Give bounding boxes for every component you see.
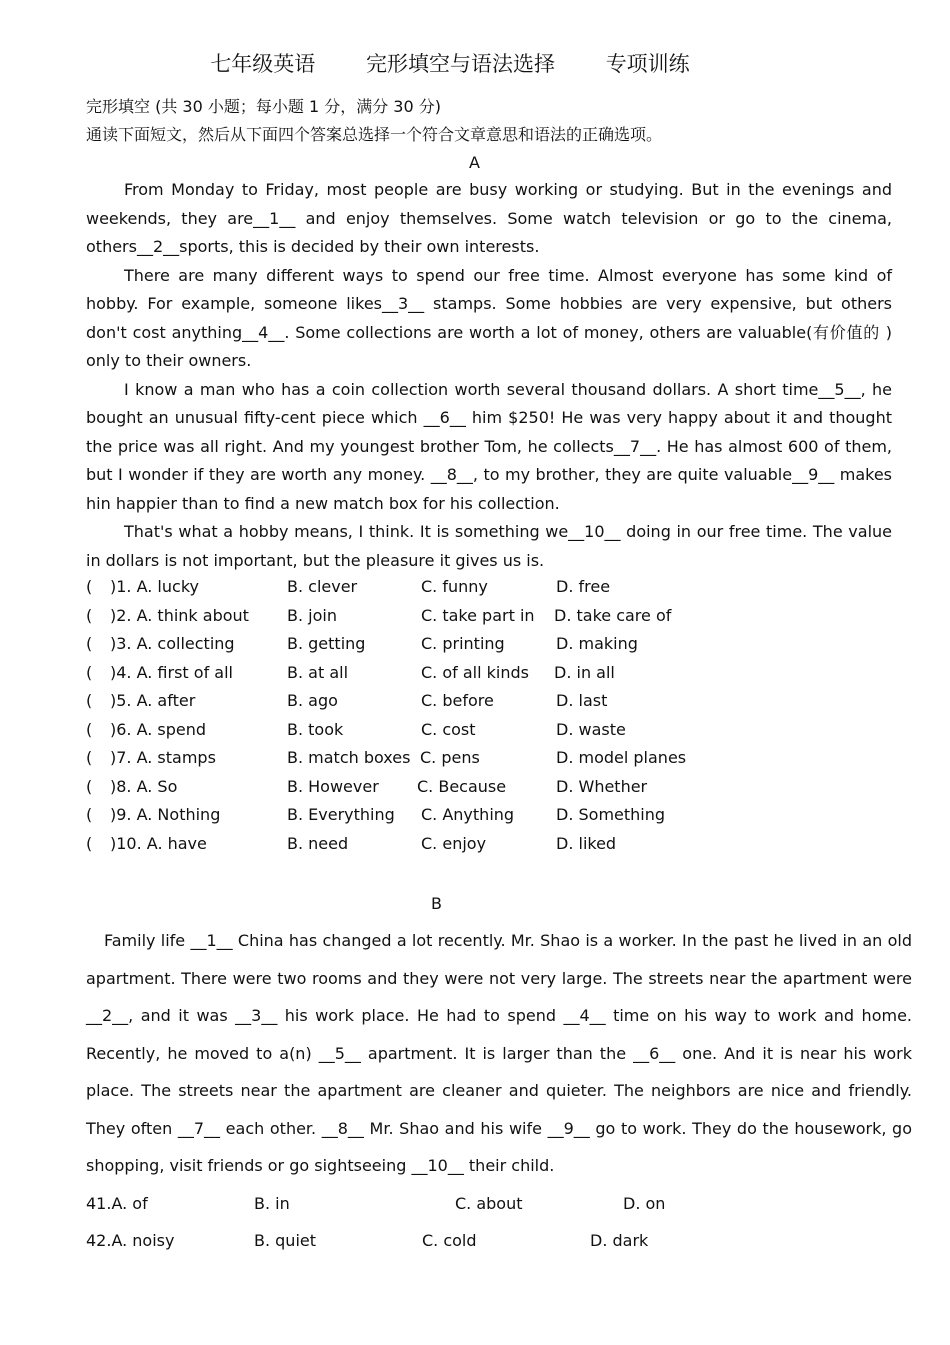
answer-paren: ( — [86, 805, 93, 824]
question-option-c: C. Because — [417, 776, 507, 796]
page-title — [0, 48, 900, 78]
question-option-b: B. getting — [287, 634, 366, 653]
answer-paren: ( — [86, 662, 93, 682]
question-option-a: )3. A. collecting — [110, 634, 235, 653]
passage-b-paragraph: Family life __1__ China has changed a lot recently. Mr. Shao is a worker. In the past he lived in an old apartment. There were two rooms and they were not very large. The streets near the apartment were __2__, and it was __3__ his work place. He had to spend __4__ time on his way to work and home. Recently, he moved to a(n) __5__ apartment. It is larger than the __6__ one. And it is near his work place. The streets near the apartment are cleaner and quieter. The neighbors are nice and friendly. They often __7__ each other. __8__ Mr. Shao and his wife __9__ go to work. They do the housework, go shopping, visit friends or go sightseeing __10__ their child. — [86, 931, 912, 1175]
question-option-b: B. However — [287, 776, 379, 796]
question-option-a: 42.A. noisy — [86, 1231, 175, 1250]
question-option-d: D. liked — [556, 833, 617, 853]
question-option-c: C. Anything — [421, 805, 515, 824]
question-option-b: B. join — [287, 605, 337, 625]
passage-a-paragraph: I know a man who has a coin collection worth several thousand dollars. A short time__5__, he bought an unusual fifty-cent piece which __6__ him $250! He was very happy about it and thought the price was all right. And my youngest brother Tom, he collects__7__. He has almost 600 of them, but I wonder if they are worth any money. __8__, to my brother, they are quite valuable__9__ makes hin happier than to find a new match box for his collection. — [86, 379, 892, 513]
answer-paren: ( — [86, 776, 93, 796]
question-option-c: C. pens — [420, 748, 480, 767]
question-option-c: C. before — [421, 691, 494, 710]
question-option-d: D. Whether — [556, 776, 648, 796]
question-option-d: D. making — [556, 634, 638, 653]
question-option-a: )5. A. after — [110, 691, 196, 710]
question-option-b: B. match boxes — [287, 748, 411, 767]
question-option-b: B. clever — [287, 577, 358, 596]
question-option-b: B. Everything — [287, 805, 395, 824]
question-option-c: C. printing — [421, 634, 505, 653]
passage-a-paragraph: That's what a hobby means, I think. It is something we__10__ doing in our free time. The value in dollars is not important, but the pleasure it gives us is. — [86, 522, 892, 570]
question-option-a: )10. A. have — [110, 833, 207, 853]
question-option-a: 41.A. of — [86, 1194, 148, 1213]
answer-paren: ( — [86, 634, 93, 653]
answer-paren: ( — [86, 605, 93, 625]
question-option-b: B. need — [287, 833, 349, 853]
question-option-d: D. on — [623, 1194, 666, 1213]
question-row — [86, 1194, 886, 1231]
question-option-b: B. took — [287, 719, 344, 739]
passage-a-paragraph: There are many different ways to spend our free time. Almost everyone has some kind of hobby. For example, someone likes__3__ stamps. Some hobbies are very expensive, but others don't cost anything__4__. Some collections are worth a lot of money, others are valuable(有价值的 ) only to their owners. — [86, 265, 892, 370]
title-grade: 七年级英语 — [210, 52, 316, 76]
answer-paren: ( — [86, 577, 93, 596]
question-option-d: D. in all — [554, 662, 615, 682]
question-option-b: B. quiet — [254, 1231, 317, 1250]
question-option-c: C. funny — [421, 577, 488, 596]
question-option-d: D. last — [556, 691, 608, 710]
question-option-b: B. in — [254, 1194, 290, 1213]
title-type: 专项训练 — [605, 52, 690, 76]
question-option-c: C. cost — [421, 719, 476, 739]
passage-a-text — [86, 176, 892, 575]
section-info: 完形填空 (共 30 小题；每小题 1 分，满分 30 分) — [86, 97, 441, 116]
question-option-c: C. cold — [422, 1231, 477, 1250]
question-row — [86, 1231, 886, 1268]
question-option-d: D. waste — [556, 719, 626, 739]
title-topic: 完形填空与语法选择 — [366, 52, 555, 76]
question-option-a: )4. A. first of all — [110, 662, 233, 682]
answer-paren: ( — [86, 691, 93, 710]
passage-a-paragraph: From Monday to Friday, most people are busy working or studying. But in the evenings and weekends, they are__1__ and enjoy themselves. Some watch television or go to the cinema, others__2__sports, this is decided by their own interests. — [86, 180, 892, 256]
question-option-c: C. about — [455, 1194, 523, 1213]
question-option-a: )7. A. stamps — [110, 748, 216, 767]
question-option-d: D. dark — [590, 1231, 649, 1250]
answer-paren: ( — [86, 748, 93, 767]
question-option-a: )2. A. think about — [110, 605, 249, 625]
question-option-a: )9. A. Nothing — [110, 805, 221, 824]
passage-b-text — [86, 922, 912, 1185]
question-option-a: )6. A. spend — [110, 719, 207, 739]
question-option-b: B. ago — [287, 691, 338, 710]
question-option-c: C. of all kinds — [421, 662, 529, 682]
answer-paren: ( — [86, 719, 93, 739]
question-option-d: D. take care of — [554, 605, 672, 625]
answer-paren: ( — [86, 833, 93, 853]
question-option-a: )1. A. lucky — [110, 577, 199, 596]
question-option-d: D. free — [556, 577, 611, 596]
question-option-d: D. model planes — [556, 748, 687, 767]
question-option-b: B. at all — [287, 662, 349, 682]
question-option-d: D. Something — [556, 805, 666, 824]
question-option-c: C. take part in — [421, 605, 535, 625]
passage-a-label: A — [469, 153, 480, 172]
instructions: 通读下面短文，然后从下面四个答案总选择一个符合文章意思和语法的正确选项。 — [86, 125, 663, 144]
question-option-a: )8. A. So — [110, 776, 178, 796]
passage-b-label: B — [431, 894, 442, 913]
question-option-c: C. enjoy — [421, 833, 487, 853]
